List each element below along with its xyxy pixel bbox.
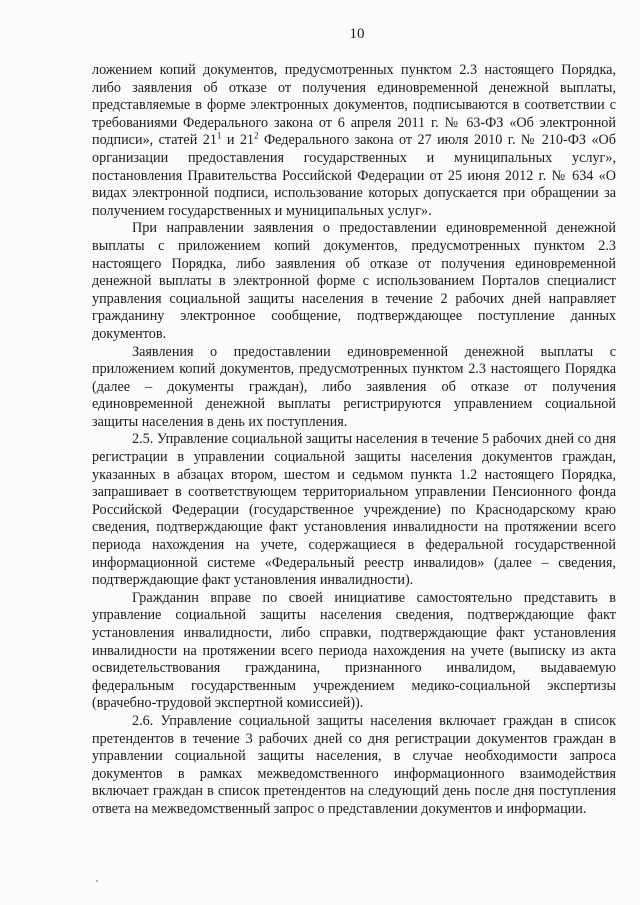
paragraph [92, 344, 616, 432]
text-run: ложением копий документов, предусмотренных пунктом 2.3 настоящего Порядка, либо заявления об отказе от получения единовременной денежной выплаты, представляемые в форме электронных документов, подписываются в соответствии с требованиями Федерального закона от 6 апреля 2011 г. № 63-ФЗ «Об электронной подписи», статей 21 [92, 62, 616, 149]
paragraph [92, 220, 616, 343]
text-run: Заявления о предоставлении единовременной денежной выплаты с приложением копий документов, предусмотренных пунктом 2.3 настоящего Порядка (далее – документы граждан), либо заявления об отказе от получения единовременной денежной выплаты регистрируются управлением социальной защиты населения в день их поступления. [92, 343, 616, 430]
text-run: Федерального закона от 27 июля 2010 г. № 210-ФЗ «Об организации предоставления государственных и муниципальных услуг», постановления Правительства Российской Федерации от 25 июня 2012 г. № 634 «О видах электронной подписи, использование которых допускается при обращении за получением государственных и муниципальных услуг». [92, 132, 617, 219]
superscript: 2 [254, 130, 259, 141]
text-run: При направлении заявления о предоставлении единовременной денежной выплаты с приложением копий документов, предусмотренных пунктом 2.3 настоящего Порядка, либо заявления об отказе от получения единовременной денежной выплаты в электронной форме с использованием Порталов специалист управления социальной защиты населения в течение 2 рабочих дней направляет гражданину электронное сообщение, подтверждающее поступление данных документов. [92, 220, 616, 342]
text-run: Гражданин вправе по своей инициативе самостоятельно представить в управление социальной защиты населения сведения, подтверждающие факт установления инвалидности, либо справки, подтверждающие факт установления инвалидности на протяжении всего периода нахождения на учете (выписку из акта освидетельствования гражданина, признанного инвалидом, выдаваемую федеральным государственным учреждением медико-социальной экспертизы (врачебно-трудовой экспертной комиссией)). [92, 589, 616, 712]
paragraph [92, 590, 616, 713]
text-run: и 21 [221, 132, 255, 149]
page-number: 10 [349, 26, 365, 42]
scan-speck [96, 880, 98, 882]
paragraph [92, 713, 616, 819]
paragraph [92, 431, 616, 589]
text-run: 2.5. Управление социальной защиты населения в течение 5 рабочих дней со дня регистрации в управлении социальной защиты населения документов граждан, указанных в абзацах втором, шестом и седьмом пункта 1.2 настоящего Порядка, запрашивает в соответствующем территориальном управлении Пенсионного фонда Российской Федерации (государственное учреждение) по Краснодарскому краю сведения, подтверждающие факт установления инвалидности на протяжении всего периода нахождения на учете, содержащиеся в федеральной государственной информационной системе «Федеральный реестр инвалидов» (далее – сведения, подтверждающие факт установления инвалидности). [92, 431, 616, 589]
document-body [92, 62, 616, 819]
text-run: 2.6. Управление социальной защиты населения включает граждан в список претендентов в течение 3 рабочих дней со дня регистрации документов граждан в управлении социальной защиты населения, в случае необходимости запроса документов в рамках межведомственного информационного взаимодействия включает граждан в список претендентов на следующий день после дня поступления ответа на межведомственный запрос о представлении документов и информации. [92, 712, 616, 817]
superscript: 1 [216, 130, 222, 141]
paragraph [92, 62, 616, 220]
